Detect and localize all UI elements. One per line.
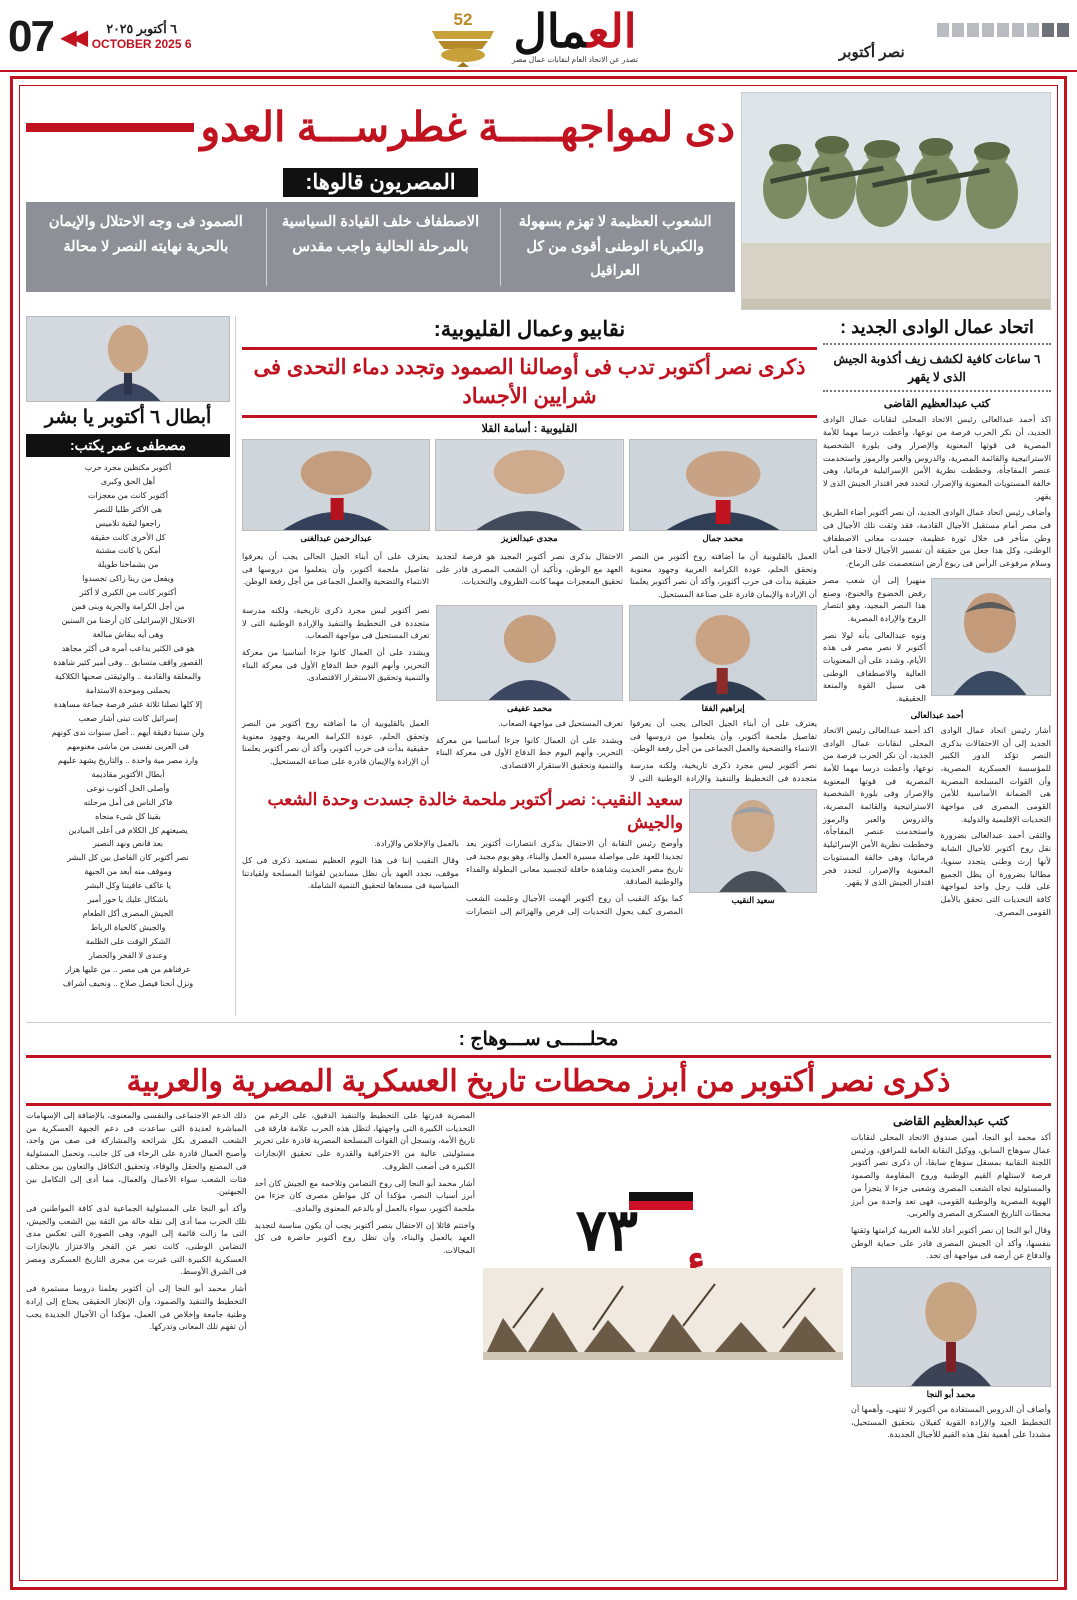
paragraph: المصرية قدرتها على التخطيط والتنفيذ الدقيق، على الرغم من التحديات الكبيرة التى واجهتها، لتظل هذه الحرب علامة فارقة فى تاريخ الأمة، وتسجل أن القوات المسلحة المصرية قادرة على تحرير مسئوليتى عالية من الاحترافية والقدرة على تحقيق الإنجازات الكبيرة فى أصعب الظروف. [254,1111,475,1171]
wadi-byline: كتب عبدالعظيم القاضى [883,398,991,411]
quotes-label-wrap [26,162,735,202]
headline-rule [26,123,194,132]
thumb-photo [435,439,623,531]
heroes-poem [26,462,230,991]
poem-line: هو فى الكثير يداعب أمره فى أكثر مجاهد [61,644,195,654]
qalyubia-body-top [242,551,817,602]
paragraph: ويشدد على أن العمال كانوا جزءا أساسيا من معركة التحرير، وأنهم اليوم خط الدفاع الأول فى معركة البناء والتنمية وتحقيق الاستقرار الاقتصادى. [436,735,623,770]
wadi-section-title: اتحاد عمال الوادى الجديد : [840,317,1034,337]
heroes-title: أبطال ٦ أكتوبر يا بشر [44,407,212,428]
masthead-center [223,4,839,70]
egypt-flag-icon [629,1183,693,1210]
qalyubia-kicker: ذكرى نصر أكتوبر تدب فى أوصالنا الصمود وتجدد دماء التحدى فى شرايين الأجساد [253,356,806,408]
poem-line: إسرائيل كانت تبنى أشار صعب [78,713,178,723]
paragraph: أشار رئيس اتحاد عمال الوادى الجديد إلى أن الاحتفالات بذكرى النصر تؤكد الدور الكبير للمؤسسة العسكرية المصرية، وأن القوات المسلحة المصرية هى الضمانة الأساسية للأمن القومى المصرى فى مواجهة التحديات الإقليمية والدولية. [940,725,1051,824]
poem-line: وارد مصر مية واحدة .. والتاريخ يشهد عليهم [57,755,199,765]
sohag-divider-red-2 [26,1103,1051,1106]
poem-line: الاحتلال الإسرائيلى كان أرضنا من السنين [61,616,195,626]
sohag-label: محلـــــى ســـوهاج : [458,1029,619,1050]
nasr-october-art [483,1110,843,1360]
thumb-caption: عبدالرحمن عبدالغنى [300,532,372,543]
newspaper-tagline: تصدر عن الاتحاد العام لنقابات عمال مصر [512,55,638,65]
wadi-kicker: ٦ ساعات كافية لكشف زيف أكذوبة الجيش الذى لا يقهر [833,352,1041,385]
column-heroes [26,316,236,1016]
poem-line: يحملنى وموحدة الاستدامة [85,686,171,695]
paragraph: وأكد أبو النجا على المسئولية الجماعية لدى كافة المواطنين فى تلك الحرب مما أدى إلى نقلة حالة من الثقة بين الشعب والجيش، التى ما زالت قائمة إلى اليوم، وهى الصورة التى تعكس مدى التضامن الوطنى، كانت تعبر عن الفخر والاعتزاز بالإنجازات العسكرية الكبيرة التى غيرت من مجرى التاريخ العسكرى ومصر فى الشرق الأوسط. [26,1203,247,1277]
sohag-headline: ذكرى نصر أكتوبر من أبرز محطات تاريخ العسكرية المصرية والعربية [126,1065,951,1098]
poem-line: القصور واقف متسابق .. وفى أمير كثير شاهدة [53,658,203,668]
paragraph: يعترف على أن أبناء الجيل الحالى يجب أن يعرفوا تفاصيل ملحمة أكتوبر، وأن يتعلموا من دروسها فى الانتماء والتضحية والعمل الجماعى من أجل رفعة الوطن. [242,551,429,587]
paragraph: واختتم قائلا إن الاحتفال بنصر أكتوبر يجب أن يكون مناسبة لتجديد العهد بالعمل والبناء، وأن تظل روح أكتوبر حاضرة فى كل المجالات. [254,1220,475,1256]
hero-section [26,92,1051,310]
poem-line: فاكر الناس فى أمل مرحلته [83,797,173,807]
poem-line: وموقف منه أبعد من الجبهة [84,867,172,877]
soldiers-silhouette [483,1268,843,1360]
mid-photo-caption: محمد عفيفى [506,702,553,713]
issue-date-en: 6 OCTOBER 2025 [91,37,192,52]
paragraph: وأضاف رئيس اتحاد عمال الوادى الجديد، أن نصر أكتوبر أضاء الطريق فى مصر أمام مستقبل الأجيال القادمة، فقد وثقت تلك الأجيال فى وطن متأخر فى خلال ثورة عظيمة، جسدت معانى الاصطفاف الوطنى، وكل هذا جعل من حقيقة أن تفسير الأجيال لاحقا فى أمان وسلام مرفوعى الرأس فى ربوع أرض استعصمت على الرماح. [823,508,1051,569]
paragraph: وأضاف أن الدروس المستفادة من أكتوبر لا تنتهى، وأهمها أن التخطيط الجيد والإرادة القوية كفيلان بتحقيق المستحيل، مشددا على أهمية نقل هذه القيم للأجيال الجديدة. [851,1405,1051,1440]
anniversary-number: ٧٣ [575,1198,638,1263]
poem-line: أكتوبر كانت من الكبرى لا أكثر [79,588,177,598]
masthead [0,0,1077,72]
paragraph: الاحتفال بذكرى نصر أكتوبر المجيد هو فرصة لتجديد العهد مع الوطن، وتأكيد أن الشعب المصرى قادر على تحقيق المعجزات مهما كانت الظروف والتحديات. [436,551,623,587]
saeed-photo-caption: سعيد النقيب [731,895,775,906]
poem-line: إلا كلها نصلنا ثلاثة عشر فرصة جماعة مساهدة [53,699,203,709]
wadi-photo-caption: أحمد عبدالعالى [910,709,964,720]
paragraph: العمل بالقليوبية أن ما أضافته روح أكتوبر من النصر وتحقق الحلم، عودة الكرامة العربية وجهود معنوية حقيقية بدأت فى حرب أكتوبر، وأكد أن نصر أكتوبر يعلمنا أن الإرادة والإيمان قادرة على صناعة المستحيل. [630,551,817,600]
paragraph: اكد أحمد عبدالعالى رئيس الاتحاد المحلى لنقابات عمال الوادى الجديد، أن نكر الحرب فرصة من نوعها، وأعطت درسا مهما للأمة المصرية فى قوتها المعنوية والإصرار وفى بلورة الشخصية الاستراتيجية والقائمة المصرية، والدروس والعبر والرموز واستخدمت عنصر المفاجأة، وخططت نظرية الأمن الإسرائيلية فرمائيا، وهى خالفة المستويات المعنوية والإصرار، لتحدد فجر اقتدار الجيش الذى لا يقهر. [823,725,934,888]
mid-photo [629,605,817,701]
poem-line: يصيغتهم كل الكلام فى أعلى الميادين [68,825,188,835]
sohag-right-text [851,1132,1051,1263]
qalyubia-byline: القليوبية : أسامة القلا [481,422,578,435]
main-columns [26,316,1051,1016]
saeed-block [242,789,817,918]
poem-line: وهى أيه ببقاش مبالغة [92,630,164,640]
thumb-caption: محمد جمال [702,532,744,543]
poem-line: بعد قانص ونهد النصير [92,839,164,849]
qalyubia-body-bottom [242,718,817,786]
heroes-author-band: مصطفى عمر يكتب: [26,434,230,457]
poem-line: ونزل أنحنا فيصل صلاح .. ونحيف أشراف [62,979,194,989]
sohag-portrait-caption: محمد أبو النجا [926,1389,976,1400]
thumb-photo [242,439,430,531]
divider-red-2 [242,415,817,418]
poem-line: وأصلى الحل أكتوب نوعى [86,783,170,793]
divider-dotted-2 [823,390,1051,392]
issue-date [92,22,192,53]
page-inner [19,85,1058,1581]
sohag-portrait [851,1267,1051,1387]
column-wadi-gadid [823,316,1051,1016]
paragraph: أشار محمد أبو النجا إلى روح التضامن وتلاحمه مع الجيش كان أحد أبرز أسباب النصر، مؤكدا أن كل مواطن مصرى كان جزءا من ملحمة أكتوبر، سواء بالعمل أو بالدعم المعنوى والمادى. [254,1178,475,1213]
thumb-3 [242,439,430,548]
paragraph: اكد أحمد عبدالعالى رئيس الاتحاد المحلى لنقابات عمال الوادى الجديد، أن نكر الحرب فرصة من نوعها، وأعطت درسا مهما للأمة المصرية فى قوتها المعنوية والإصرار وفى بلورة الشخصية الاستراتيجية والقائمة المصرية، والدروس والعبر والرموز واستخدمت عنصر المفاجأة، وخططت نظرية الأمن الإسرائيلية فرمائيا، وهى خالفة المستويات المعنوية والإصرار، لتحدد فجر اقتدار الجيش الذى لا يقهر. [823,415,1051,501]
mid-photo-1 [629,605,817,718]
poem-line: وعندى لا الفخر والحصار [89,951,167,961]
poem-line: الجيش المصرى أكل الطعام [82,909,174,919]
poem-line: فى العربى نفسى من ماشى مغنومهم [67,741,189,751]
sohag-section [26,1022,1051,1446]
qalyubia-mid-photos [242,605,817,718]
qalyubia-section-title: نقابيو وعمال القليوبية: [433,318,626,341]
poem-line: الشكر الوقت على الظلمة [85,937,171,947]
page-arrows-icon: ◀◀ [60,26,84,49]
divider-red [242,347,817,350]
qalyubia-thumbnails [242,439,817,548]
page-number: 07 [8,12,53,61]
paragraph: ويشدد على أن العمال كانوا جزءا أساسيا من معركة التحرير، وأنهم اليوم خط الدفاع الأول فى معركة البناء والتنمية وتحقيق الاستقرار الاقتصادى. [241,647,430,683]
sohag-left-text [26,1110,247,1334]
poem-line: من بشماخنا طويلة [97,560,159,570]
column-qalyubia [242,316,817,1016]
paragraph: منهيرا إلى أن شعب مصر رفض الخضوع والخنوع، وصنع هذا النصر المجيد، وهو انتصار الروح والإرادة المصرية. [823,575,926,623]
paragraph: أشار محمد أبو النجا إلى أن أكتوبر يعلمنا دروسا مستمرة فى التخطيط والتنفيذ والصمود، وأن الإنجاز الحقيقى يحتاج إلى إرادة وطنية جامعة وإخلاص فى العمل، مؤكدا أن الأجيال الجديدة يجب أن تفهم تلك المعانى وتدركها. [26,1284,247,1332]
issue-date-ar: ٦ أكتوبر ٢٠٢٥ [106,21,177,36]
quote-1: الشعوب العظيمة لا تهزم بسهولة والكبرياء الوطنى أقوى من كل العراقيل [500,208,729,286]
logo-red-part: الع [587,4,637,57]
quote-3: الصمود فى وجه الاحتلال والإيمان بالحرية نهايته النصر لا محالة [48,214,243,255]
divider-dotted [823,343,1051,345]
sohag-left-col [26,1110,247,1446]
sohag-byline: كتب عبدالعظيم القاضى [892,1114,1009,1128]
qalyubia-side-text [242,605,430,718]
thumb-2 [435,439,623,548]
paragraph: وقال أبو النجا إن نصر أكتوبر أعاد للأمة العربية كرامتها وثقتها بنفسها، وأكد أن الجيش المصرى قادر على حماية الوطن والدفاع عن أرضه فى مواجهة أى تحد. [851,1225,1051,1261]
mid-photo [436,605,624,701]
heroes-portrait [26,316,230,402]
paragraph: نصر أكتوبر ليس مجرد ذكرى تاريخية، ولكنه مدرسة متجددة فى التخطيط والتنفيذ والإرادة الوطنية التى لا تعرف المستحيل فى مواجهة الصعاب. [241,605,430,641]
wadi-body-3 [823,725,1051,920]
paragraph: والتقى أحمد عبدالعالى بضرورة نقل روح أكتوبر للأجيال الشابة لأنها إرث وطنى يتجدد سنويا، مطالبا بضرورة أن يظل الجميع على قلب رجل واحد لمواجهة كافة التحديات التى تحقق بالأمل القومى المصرى. [940,831,1051,917]
thumb-photo [629,439,817,531]
hero-headline-row [26,92,735,162]
svg-text:52: 52 [453,10,473,29]
paragraph: ذلك الدعم الاجتماعى والنفسى والمعنوى، بالإضافة إلى الإسهامات المباشرة لعديدة التى ساعدت فى دعم الجبهة العسكرية من الشعب المصرى بكل شرائحه والمشاركة فى صف من واحد، وأصبح العمال قادرة على الرخاء فى كل جانب، وتحمل المسئولية فى المصنع والحقل والوفاء، وتحقيق التكافل والتعاون بين مختلف فئات الشعب سواء الأعمال والعمال، مما أدى إلى التكامل بين الجبهتين. [26,1111,247,1197]
logo-black-part: مال [513,4,588,57]
poem-line: أمكن يا كانت مشتبة [95,546,161,556]
sohag-mid-col [255,1110,476,1446]
saeed-photo-wrap [689,789,817,910]
quotes-label: المصريون قالوها: [283,168,477,197]
masthead-section-label: نصر أكتوبر [839,44,905,61]
paragraph: كما يؤكد النقيب أن روح أكتوبر ألهمت الأجيال وعلمت الشعب المصرى كيف يحول التحديات إلى فرص والهزائم إلى انتصارات بالعمل والإخلاص والإرادة. [374,839,683,916]
poem-line: ولن سنينا دقيقة أيهم .. أصل سنوات ندى كونهم [51,727,205,737]
masthead-right [8,4,223,70]
poem-line: أكتوبر كانت من معجزات [87,490,169,500]
newspaper-logo [512,4,638,65]
paragraph: ونوه عبدالعالى بأنه لولا نصر أكتوبر لا نصر مصر فى هذه الأيام، وشدد على أن المعنويات العالية والاصطفاف الوطنى هى سبيل القوة والمنعة الحقيقية. [823,630,926,704]
paragraph: وقال النقيب إننا فى هذا اليوم العظيم نستعيد ذكرى فى كل موقف، نجدد العهد بأن نظل مساندين لقواتنا المسلحة ولقيادتنا السياسية فى مسعاها لتحقيق التنمية الشاملة. [242,855,459,891]
poem-line: والجيش كالحياة الرباط [90,923,166,933]
quotes-band [26,202,735,292]
saeed-photo [689,789,817,893]
poem-line: راجعوا لبقية تلاميس [95,518,161,528]
paragraph: يعترف على أن أبناء الجيل الحالى يجب أن يعرفوا تفاصيل ملحمة أكتوبر، وأن يتعلموا من دروسها فى الانتماء والتضحية والعمل الجماعى من أجل رفعة الوطن. [630,718,817,754]
thumb-1 [629,439,817,548]
poem-line: هى الأكثر طلبا للنصر [94,504,162,514]
poem-line: نصر أكتوبر كان الفاصل بين كل البشر [67,853,189,863]
saeed-text-wrap [242,789,683,918]
poem-line: أبطال الأكتوبر مقاديمة [91,769,165,779]
hero-headline: دى لمواجهـــــة غطرســـة العدو [200,104,735,150]
wadi-body-1 [823,414,1051,570]
mid-photo-caption: إبراهيم الفقا [701,702,745,713]
sohag-mid-text [255,1110,476,1258]
sohag-divider-red [26,1055,1051,1058]
poem-line: يا عاكف عافيتنا وكل البشر [85,881,171,891]
paragraph: العمل بالقليوبية أن ما أضافته روح أكتوبر من النصر وتحقق الحلم، عودة الكرامة العربية وجهود معنوية حقيقية بدأت فى حرب أكتوبر، وأكد أن نصر أكتوبر يعلمنا أن الإرادة والإيمان قادرة على صناعة المستحيل. [242,718,429,766]
sohag-right-col [851,1110,1051,1446]
thumb-caption: مجدى عبدالعزيز [501,532,558,543]
paragraph: نصر أكتوبر ليس مجرد ذكرى تاريخية، ولكنه مدرسة متجددة فى التخطيط والتنفيذ والإرادة الوطنية التى لا تعرف المستحيل فى مواجهة الصعاب. [498,718,817,783]
mid-photo-2 [436,605,624,718]
decorative-bars [839,19,1069,37]
paragraph: أكد محمد أبو النجا، أمين صندوق الاتحاد المحلى لنقابات عمال سوهاج السابق، ووكيل النقابة العامة للمرافق، ورئيس اللجنة النقابية بمسقل سوهاج سابقا، أن ذكرى نصر أكتوبر فرصة لاستلهام القيم الوطنية وروح المقاومة والصمود والمسئولية تجاه الشعب المصرى وشعبى جزءا لا يتجزأ من الهوية المصرية والوطنية القومى، فهى تعد واحدة من أبرز محطات التاريخ العسكرى المصرى والعربى. [851,1133,1051,1219]
poem-line: من أجل الكرامة والحرية وبنى فمن [71,602,185,612]
poem-line: عرفناهم من هى مصر .. من عليها هزار [65,965,191,975]
poem-line: أهل الحق وكبرى [100,476,156,486]
sohag-body [26,1110,1051,1446]
hero-text-block [26,92,735,310]
masthead-left [839,4,1069,70]
poem-line: باشكال عليك يا حور أمير [87,895,169,905]
sohag-artwork [483,1110,843,1446]
hero-photo [741,92,1051,310]
poem-line: ويفعل من رينا زاكى تجسدوا [82,574,174,584]
poem-line: بقينا كل شىء منجاه [95,811,161,821]
wadi-portrait [931,578,1051,696]
poem-line: أكتوبر مكتظين مجرد حرب [84,462,172,472]
saeed-body [242,838,683,918]
quote-2: الاصطفاف خلف القيادة السياسية بالمرحلة الحالية واجب مقدس [266,208,495,286]
paragraph: وأوضح رئيس النقابة أن الاحتفال بذكرى انتصارات أكتوبر يعد تجديدا للعهد على مواصلة مسيرة العمل والبناء، وهو يوم مجيد فى تاريخ مصر الحديث وشاهدة حافلة لتجسيد معانى البطولة والفداء والوطنية الصادقة. [466,839,683,887]
sohag-right-text-2 [851,1404,1051,1442]
page-frame [10,76,1067,1590]
october-emblem-icon [424,5,502,69]
saeed-headline: سعيد النقيب: نصر أكتوبر ملحمة خالدة جسدت وحدة الشعب والجيش [267,790,683,833]
poem-line: كل الأخرى كانت حقيقة [90,532,166,542]
poem-line: والمعلقة والقادمة .. والوثيقتى صحبها الكلاكية [55,672,201,682]
